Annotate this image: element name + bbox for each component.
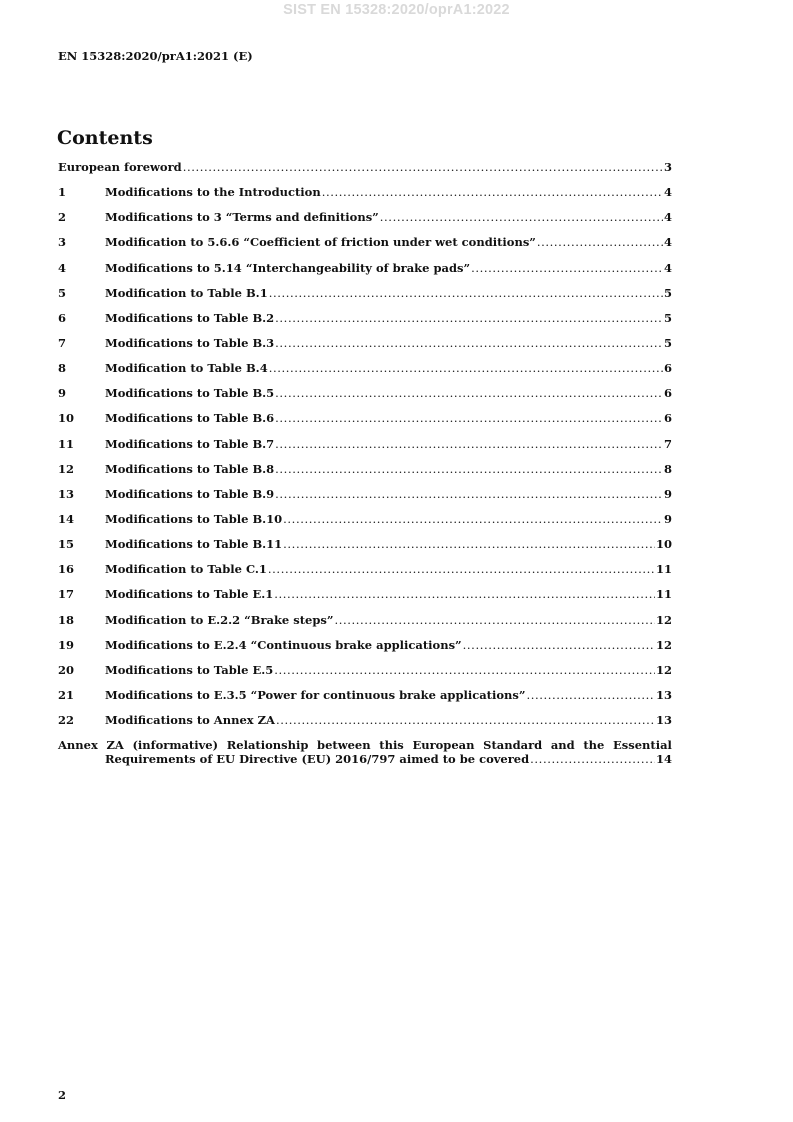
- toc-page-number: 5: [663, 335, 672, 350]
- toc-leader-dots: [275, 462, 663, 476]
- toc-page-number: 14: [655, 752, 672, 767]
- toc-page-number: 6: [663, 361, 672, 376]
- toc-page-number: 4: [663, 235, 672, 250]
- toc-entry[interactable]: [58, 537, 672, 562]
- toc-page-number: 13: [655, 687, 672, 702]
- toc-title: European foreword: [58, 160, 182, 174]
- annex-title-word: European: [412, 738, 475, 753]
- toc-entry-title: Modification to Table C.1: [105, 562, 267, 577]
- toc-entry[interactable]: [58, 487, 672, 512]
- toc-leader-dots: [275, 487, 663, 501]
- toc-entry-number: 22: [58, 713, 75, 728]
- toc-entry-number: 17: [58, 587, 75, 602]
- toc-leader-dots: [526, 688, 655, 702]
- toc-page-number: 6: [663, 386, 672, 401]
- toc-entry-title: Modifications to 5.14 “Interchangeability of brake pads”: [105, 260, 471, 275]
- toc-entry-title: Modifications to E.2.4 “Continuous brake applications”: [105, 637, 462, 652]
- toc-entry-number: 3: [58, 235, 67, 250]
- toc-leader-dots: [537, 235, 663, 249]
- annex-title-word: (informative): [132, 738, 219, 753]
- toc-page-number: 3: [663, 160, 672, 174]
- toc-leader-dots: [380, 210, 663, 224]
- toc-entry-title: Modifications to Table B.9: [105, 486, 275, 501]
- toc-entry[interactable]: [58, 638, 672, 663]
- toc-entry-number: 2: [58, 210, 67, 225]
- annex-title-line1: [58, 738, 672, 752]
- toc-leader-dots: [275, 336, 663, 350]
- toc-entry-title: Modification to Table B.1: [105, 285, 268, 300]
- toc-entry-title: Modifications to Table B.6: [105, 411, 275, 426]
- toc-entry[interactable]: [58, 587, 672, 612]
- toc-entry-title: Modifications to Table B.7: [105, 436, 275, 451]
- toc-entry[interactable]: [58, 562, 672, 587]
- toc-entry[interactable]: [58, 462, 672, 487]
- toc-entry-number: 21: [58, 687, 75, 702]
- toc-entry-title: Modifications to Table B.11: [105, 537, 283, 552]
- toc-leader-dots: [322, 185, 663, 199]
- toc-entry-title: Modifications to the Introduction: [105, 185, 321, 200]
- toc-page-number: 5: [663, 285, 672, 300]
- toc-entry-title: Modification to E.2.2 “Brake steps”: [105, 612, 334, 627]
- toc-page-number: 10: [655, 537, 672, 552]
- toc-leader-dots: [283, 512, 663, 526]
- toc-entry[interactable]: [58, 210, 672, 235]
- toc-entry[interactable]: [58, 336, 672, 361]
- toc-entry-number: 9: [58, 386, 67, 401]
- toc-entry-number: 19: [58, 637, 75, 652]
- toc-page-number: 9: [663, 486, 672, 501]
- annex-title-word: this: [379, 738, 404, 753]
- watermark: SIST EN 15328:2020/oprA1:2022: [283, 2, 510, 18]
- toc-leader-dots: [268, 562, 655, 576]
- toc-page-number: 13: [655, 713, 672, 728]
- toc-entry-title: Modifications to Table B.5: [105, 386, 275, 401]
- annex-title-word: Standard: [483, 738, 543, 753]
- toc-leader-dots: [275, 311, 663, 325]
- page-number: 2: [58, 1088, 67, 1102]
- toc-leader-dots: [463, 638, 655, 652]
- toc-entry-number: 14: [58, 511, 75, 526]
- toc-entry-number: 12: [58, 461, 75, 476]
- toc-entry[interactable]: [58, 688, 672, 713]
- toc-entry-number: 4: [58, 260, 67, 275]
- toc-entry-title: Modifications to Table B.10: [105, 511, 283, 526]
- toc-entry-number: 16: [58, 562, 75, 577]
- toc-leader-dots: [274, 587, 655, 601]
- toc-entry-number: 10: [58, 411, 75, 426]
- toc-entry[interactable]: [58, 613, 672, 638]
- toc-entry[interactable]: [58, 437, 672, 462]
- toc-page-number: 6: [663, 411, 672, 426]
- toc-entry[interactable]: [58, 261, 672, 286]
- toc-leader-dots: [276, 713, 655, 727]
- contents-heading: Contents: [57, 127, 153, 149]
- toc-leader-dots: [269, 361, 663, 375]
- toc-entry[interactable]: [58, 713, 672, 738]
- toc-entry-title: Modifications to Table B.2: [105, 310, 275, 325]
- table-of-contents: [58, 160, 672, 766]
- annex-title-word: the: [583, 738, 605, 753]
- toc-entry[interactable]: [58, 386, 672, 411]
- toc-leader-dots: [183, 160, 663, 174]
- toc-entry-number: 15: [58, 537, 75, 552]
- toc-entry-number: 7: [58, 335, 67, 350]
- toc-page-number: 4: [663, 210, 672, 225]
- toc-entry-title: Modifications to Table E.1: [105, 587, 274, 602]
- toc-leader-dots: [275, 386, 663, 400]
- toc-entry-number: 13: [58, 486, 75, 501]
- toc-entry[interactable]: [58, 411, 672, 436]
- toc-entry-number: 6: [58, 310, 67, 325]
- toc-entry-number: 20: [58, 662, 75, 677]
- toc-leader-dots: [471, 261, 663, 275]
- toc-entry-number: 1: [58, 185, 67, 200]
- toc-page-number: 9: [663, 511, 672, 526]
- toc-entry[interactable]: [58, 311, 672, 336]
- toc-entry-number: 5: [58, 285, 67, 300]
- toc-leader-dots: [334, 613, 655, 627]
- toc-leader-dots: [274, 663, 655, 677]
- toc-page-number: 7: [663, 436, 672, 451]
- toc-entry-number: 11: [58, 436, 75, 451]
- toc-page-number: 4: [663, 185, 672, 200]
- toc-leader-dots: [275, 411, 663, 425]
- document-reference: EN 15328:2020/prA1:2021 (E): [58, 49, 253, 63]
- annex-title-word: and: [550, 738, 575, 753]
- toc-entry[interactable]: [58, 185, 672, 210]
- toc-entry-number: 8: [58, 361, 67, 376]
- toc-entry-title: Modifications to E.3.5 “Power for continuous brake applications”: [105, 687, 526, 702]
- toc-entry-title: Modifications to Table B.8: [105, 461, 275, 476]
- toc-leader-dots: [269, 286, 663, 300]
- annex-title-continuation: Requirements of EU Directive (EU) 2016/797 aimed to be covered: [105, 752, 530, 767]
- toc-entry[interactable]: [58, 286, 672, 311]
- annex-title-word: Annex: [58, 738, 98, 753]
- toc-entry[interactable]: [58, 663, 672, 688]
- toc-entry-title: Modifications to Table B.3: [105, 335, 275, 350]
- annex-title-line2: [58, 752, 672, 766]
- toc-page-number: 12: [655, 612, 672, 627]
- toc-entries: [58, 185, 672, 738]
- toc-page-number: 8: [663, 461, 672, 476]
- annex-title-word: Relationship: [226, 738, 309, 753]
- toc-entry-title: Modifications to Table E.5: [105, 662, 274, 677]
- toc-page-number: 5: [663, 310, 672, 325]
- toc-page-number: 4: [663, 260, 672, 275]
- annex-title-word: Essential: [613, 738, 672, 753]
- toc-entry-title: Modification to 5.6.6 “Coefficient of friction under wet conditions”: [105, 235, 536, 250]
- toc-entry-title: Modification to Table B.4: [105, 361, 268, 376]
- annex-title-word: between: [317, 738, 371, 753]
- toc-entry[interactable]: [58, 361, 672, 386]
- toc-annex-za[interactable]: [58, 738, 672, 766]
- toc-page-number: 12: [655, 637, 672, 652]
- toc-entry-title: Modifications to 3 “Terms and definitions”: [105, 210, 379, 225]
- toc-page-number: 11: [655, 562, 672, 577]
- toc-page-number: 11: [655, 587, 672, 602]
- toc-leader-dots: [530, 752, 655, 766]
- toc-leader-dots: [283, 537, 655, 551]
- toc-entry-title: Modifications to Annex ZA: [105, 713, 275, 728]
- annex-title-word: ZA: [106, 738, 124, 753]
- toc-entry-number: 18: [58, 612, 75, 627]
- toc-foreword[interactable]: [58, 160, 672, 185]
- toc-page-number: 12: [655, 662, 672, 677]
- toc-leader-dots: [275, 437, 663, 451]
- toc-entry[interactable]: [58, 512, 672, 537]
- toc-entry[interactable]: [58, 235, 672, 260]
